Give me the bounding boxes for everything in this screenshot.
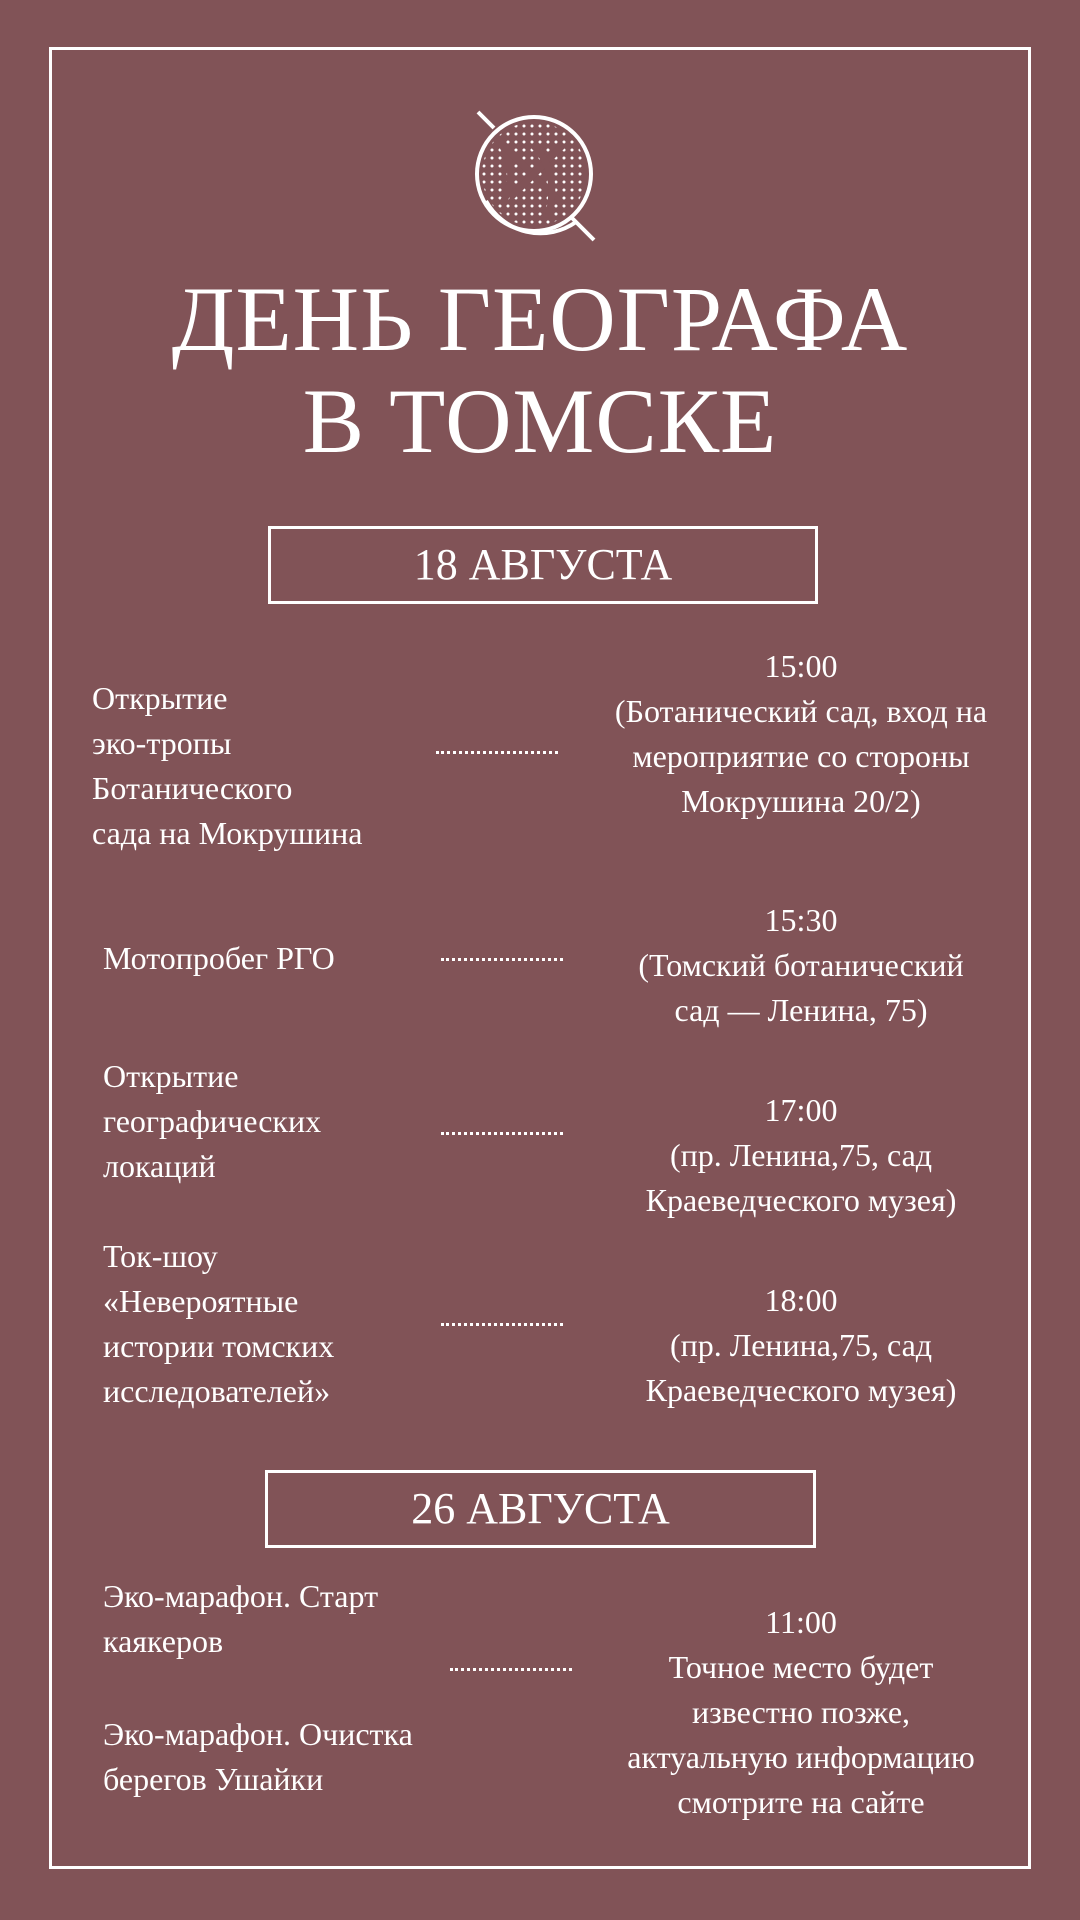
event-time: 17:00 — [764, 1092, 838, 1128]
event-time-place: 15:00 (Ботанический сад, вход на мероприятие со стороны Мокрушина 20/2) — [586, 644, 1016, 824]
dotted-leader — [441, 1323, 563, 1326]
event-time-place: 15:30 (Томский ботанический сад — Ленина, 75) — [586, 898, 1016, 1033]
event-time-place: 17:00 (пр. Ленина,75, сад Краеведческого музея) — [586, 1088, 1016, 1223]
event-name: Мотопробег РГО — [103, 940, 335, 976]
dotted-leader — [450, 1668, 572, 1671]
event-name: Эко-марафон. Очистка берегов Ушайки — [103, 1716, 413, 1797]
event-name: Эко-марафон. Старт каякеров — [103, 1578, 379, 1659]
event-time-place: 11:00 Точное место будет известно позже, актуальную информацию смотрите на сайте — [586, 1600, 1016, 1825]
date-heading-aug-26: 26 АВГУСТА — [265, 1470, 816, 1548]
event-time-place: 18:00 (пр. Ленина,75, сад Краеведческого музея) — [586, 1278, 1016, 1413]
event-time: 15:00 — [764, 648, 838, 684]
event-time: 18:00 — [764, 1282, 838, 1318]
globe-icon — [464, 106, 604, 246]
dotted-leader — [441, 1132, 563, 1135]
event-name: Ток-шоу «Невероятные истории томских исследователей» — [103, 1238, 335, 1409]
poster-title — [0, 268, 1080, 472]
date-heading-aug-18: 18 АВГУСТА — [268, 526, 818, 604]
title-line-2: В ТОМСКЕ — [302, 370, 778, 472]
event-name: Открытие эко-тропы Ботанического сада на Мокрушина — [92, 680, 363, 851]
event-time: 11:00 — [765, 1604, 837, 1640]
title-line-1: ДЕНЬ ГЕОГРАФА — [171, 268, 909, 370]
dotted-leader — [441, 958, 563, 961]
event-name: Открытие географических локаций — [103, 1058, 322, 1184]
event-time: 15:30 — [764, 902, 838, 938]
dotted-leader — [436, 751, 558, 754]
